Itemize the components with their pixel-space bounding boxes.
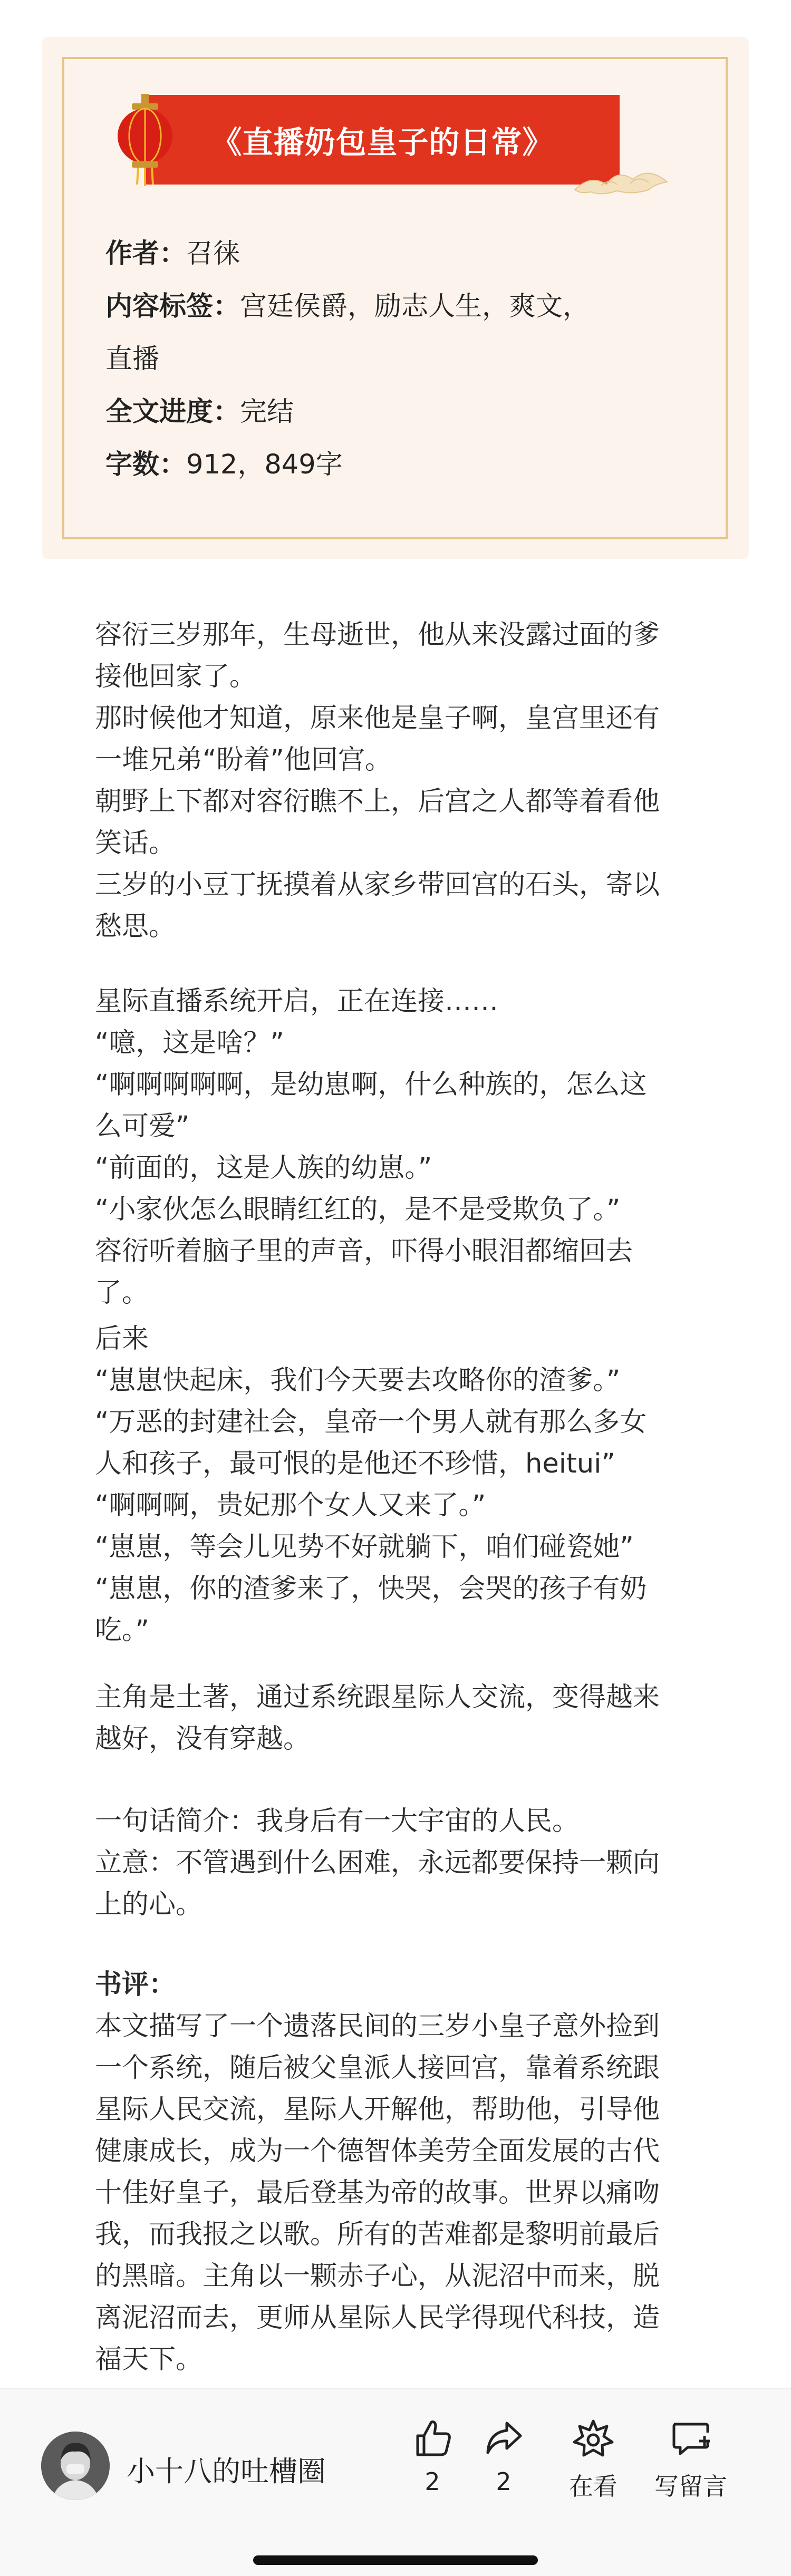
paragraph-line: 朝野上下都对容衍瞧不上，后宫之人都等着看他 xyxy=(95,786,660,817)
share-icon xyxy=(483,2417,525,2459)
paragraph-line: 本文描写了一个遗落民间的三岁小皇子意外捡到 xyxy=(95,2011,660,2042)
tags-value-continued: 直播 xyxy=(105,344,160,375)
share-button[interactable] xyxy=(464,2417,543,2496)
tags-row xyxy=(105,290,590,324)
synopsis-section xyxy=(95,614,696,947)
word-count-value: 912，849字 xyxy=(186,449,343,480)
paragraph-line: 的黑暗。主角以一颗赤子心，从泥沼中而来，脱 xyxy=(95,2261,660,2292)
paragraph-line: 吃。” xyxy=(95,1615,149,1646)
book-title: 《直播奶包皇子的日常》 xyxy=(211,124,554,160)
cloud-ornament-icon xyxy=(570,153,675,200)
paragraph-line: “崽崽，等会儿见势不好就躺下，咱们碰瓷她” xyxy=(95,1532,634,1563)
watching-label: 在看 xyxy=(569,2472,618,2501)
star-icon xyxy=(572,2417,614,2459)
thumbs-up-icon xyxy=(411,2417,454,2459)
paragraph-line: 么可爱” xyxy=(95,1111,190,1142)
paragraph-line: 后来 xyxy=(95,1323,149,1354)
watching-button[interactable] xyxy=(554,2417,633,2502)
paragraph-line: “噫，这是啥？” xyxy=(95,1028,284,1059)
paragraph-line: 接他回家了。 xyxy=(95,661,257,692)
author-value: 召徕 xyxy=(186,238,240,269)
progress-row xyxy=(105,395,294,429)
avatar-figure-icon xyxy=(41,2432,110,2500)
paragraph-line: 愁思。 xyxy=(95,911,176,942)
tags-row-continued xyxy=(105,343,159,376)
like-button[interactable] xyxy=(393,2417,472,2496)
paragraph-line: 容衍听着脑子里的声音，吓得小眼泪都缩回去 xyxy=(95,1236,633,1267)
like-count: 2 xyxy=(425,2467,440,2496)
paragraph-line: 一个系统，随后被父皇派人接回宫，靠着系统跟 xyxy=(95,2052,660,2084)
paragraph-line: “啊啊啊啊啊，是幼崽啊，什么种族的，怎么这 xyxy=(95,1069,647,1100)
comment-button[interactable] xyxy=(643,2417,738,2502)
progress-value: 完结 xyxy=(240,396,294,428)
word-count-row xyxy=(105,448,343,482)
account-avatar[interactable] xyxy=(41,2432,110,2500)
one-line-summary: 一句话简介：我身后有一大宇宙的人民。 xyxy=(95,1806,580,1837)
paragraph-line: 三岁的小豆丁抚摸着从家乡带回宫的石头，寄以 xyxy=(95,869,660,900)
paragraph-line: 笑话。 xyxy=(95,828,176,859)
livestream-section xyxy=(95,981,696,1314)
paragraph-line: 健康成长，成为一个德智体美劳全面发展的古代 xyxy=(95,2136,660,2167)
share-count: 2 xyxy=(496,2467,512,2496)
paragraph-line: 那时候他才知道，原来他是皇子啊，皇宫里还有 xyxy=(95,703,660,734)
bottom-action-bar xyxy=(0,2388,791,2576)
review-heading: 书评： xyxy=(95,1969,176,2000)
paragraph-line: 一堆兄弟“盼着”他回宫。 xyxy=(95,744,392,776)
note-section xyxy=(95,1677,696,1760)
paragraph-line: 星际直播系统开启，正在连接…… xyxy=(95,986,499,1017)
paragraph-line: 了。 xyxy=(95,1277,149,1309)
author-row xyxy=(105,237,240,271)
review-section xyxy=(95,1964,696,2380)
paragraph-line: 容衍三岁那年，生母逝世，他从来没露过面的爹 xyxy=(95,619,660,651)
paragraph-line: 星际人民交流，星际人开解他，帮助他，引导他 xyxy=(95,2094,660,2125)
paragraph-line: 越好，没有穿越。 xyxy=(95,1723,311,1755)
tags-label: 内容标签： xyxy=(105,291,240,322)
progress-label: 全文进度： xyxy=(105,396,240,428)
home-indicator[interactable] xyxy=(253,2555,538,2565)
tags-value: 宫廷侯爵，励志人生，爽文， xyxy=(240,291,590,322)
author-label: 作者： xyxy=(105,238,187,269)
title-banner xyxy=(145,95,620,185)
paragraph-line: “前面的，这是人族的幼崽。” xyxy=(95,1153,432,1184)
comment-label: 写留言 xyxy=(654,2472,727,2501)
paragraph-line: “啊啊啊，贵妃那个女人又来了。” xyxy=(95,1490,486,1521)
paragraph-line: “崽崽，你的渣爹来了，快哭，会哭的孩子有奶 xyxy=(95,1573,647,1604)
paragraph-line: 主角是土著，通过系统跟星际人交流，变得越来 xyxy=(95,1682,660,1713)
theme-line: 立意：不管遇到什么困难，永远都要保持一颗向 xyxy=(95,1847,660,1878)
lantern-icon xyxy=(116,94,174,186)
paragraph-line: 十佳好皇子，最后登基为帝的故事。世界以痛吻 xyxy=(95,2177,660,2209)
paragraph-line: 我，而我报之以歌。所有的苦难都是黎明前最后 xyxy=(95,2219,660,2250)
word-count-label: 字数： xyxy=(105,449,187,480)
paragraph-line: 福天下。 xyxy=(95,2344,203,2375)
later-section xyxy=(95,1318,696,1651)
summary-section xyxy=(95,1800,696,1925)
paragraph-line: “小家伙怎么眼睛红红的，是不是受欺负了。” xyxy=(95,1194,621,1225)
paragraph-line: 离泥沼而去，更师从星际人民学得现代科技，造 xyxy=(95,2302,660,2333)
paragraph-line: 人和孩子，最可恨的是他还不珍惜，heitui” xyxy=(95,1448,615,1479)
paragraph-line: “崽崽快起床，我们今天要去攻略你的渣爹。” xyxy=(95,1365,621,1396)
account-name[interactable]: 小十八的吐槽圈 xyxy=(127,2455,326,2488)
theme-line: 上的心。 xyxy=(95,1889,203,1920)
paragraph-line: “万恶的封建社会，皇帝一个男人就有那么多女 xyxy=(95,1407,647,1438)
comment-icon xyxy=(670,2417,712,2459)
